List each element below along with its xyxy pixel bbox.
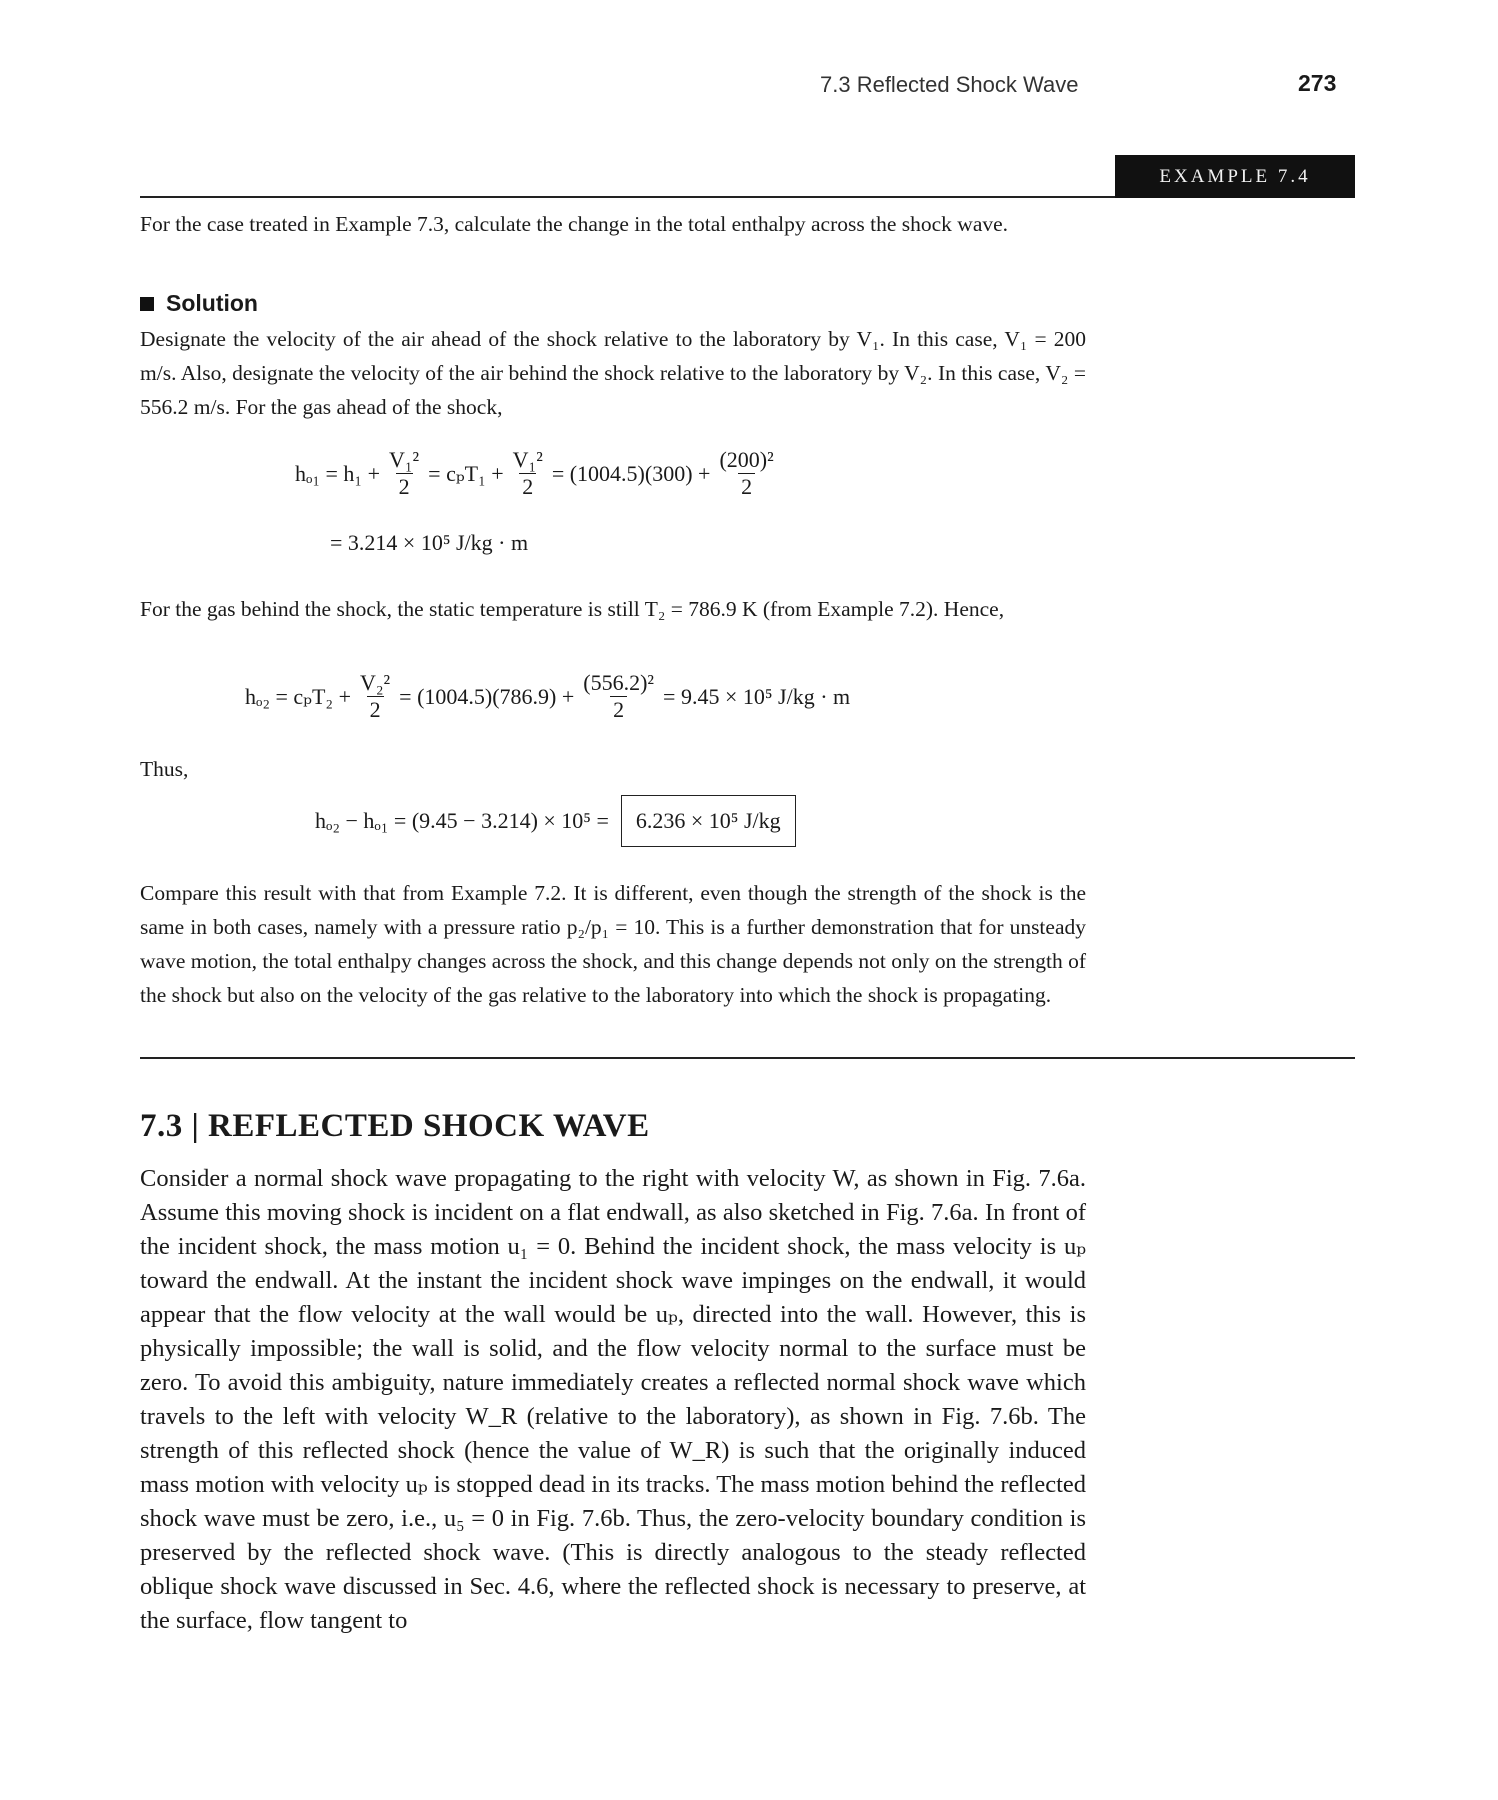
eq1-f3-num: (200)² — [719, 447, 774, 472]
eq1-mid2: = (1004.5)(300) + — [551, 460, 711, 486]
page-number: 273 — [1298, 70, 1337, 96]
equation-3 — [315, 795, 796, 847]
eq2-lhs: hₒ₂ = cₚT₂ + — [245, 683, 351, 709]
eq2-f2-num: (556.2)² — [583, 670, 655, 695]
solution-paragraph-3: Compare this result with that from Example 7.2. It is different, even though the strength of the shock is the same in both cases, namely with a pressure ratio p₂/p₁ = 10. This is a further demonstration that for unsteady wave motion, the total enthalpy changes across the shock, and this change depends not only on the strength of the shock but also on the velocity of the gas relative to the laboratory into which the shock is propagating. — [140, 881, 1086, 1007]
eq1-f1-num: V₁² — [389, 447, 420, 472]
problem-statement: For the case treated in Example 7.3, calculate the change in the total enthalpy across the shock wave. — [140, 212, 1009, 236]
eq1-f2-den: 2 — [519, 473, 536, 500]
equation-1 — [295, 447, 783, 500]
solution-heading-text: Solution — [166, 290, 258, 316]
solution-paragraph-2: For the gas behind the shock, the static temperature is still T₂ = 786.9 K (from Example 7.2). Hence, — [140, 597, 1005, 621]
section-body: Consider a normal shock wave propagating to the right with velocity W, as shown in Fig. 7.6a. Assume this moving shock is incident on a flat endwall, as also sketched in Fig. 7.6a. In front of the incident shock, the mass motion u₁ = 0. Behind the incident shock, the mass velocity is uₚ toward the endwall. At the instant the incident shock wave impinges on the endwall, it would appear that the flow velocity at the wall would be uₚ, directed into the wall. However, this is physically impossible; the wall is solid, and the flow velocity normal to the surface must be zero. To avoid this ambiguity, nature immediately creates a reflected normal shock wave which travels to the left with velocity W_R (relative to the laboratory), as shown in Fig. 7.6b. The strength of this reflected shock (hence the value of W_R) is such that the originally induced mass motion with velocity uₚ is stopped dead in its tracks. The mass motion behind the reflected shock wave must be zero, i.e., u₅ = 0 in Fig. 7.6b. Thus, the zero-velocity boundary condition is preserved by the reflected shock wave. (This is directly analogous to the steady reflected oblique shock wave discussed in Sec. 4.6, where the reflected shock is necessary to preserve, at the surface, flow tangent to — [140, 1165, 1086, 1634]
example-bottom-rule — [140, 1057, 1355, 1059]
boxed-result: 6.236 × 10⁵ J/kg — [621, 795, 796, 847]
eq1-f3-den: 2 — [738, 473, 755, 500]
equation-1-result: = 3.214 × 10⁵ J/kg · m — [330, 530, 529, 555]
eq2-fraction-1 — [357, 670, 393, 723]
eq2-f2-den: 2 — [610, 696, 627, 723]
eq1-fraction-2 — [510, 447, 546, 500]
eq2-fraction-2 — [580, 670, 657, 723]
example-badge: EXAMPLE 7.4 — [1115, 155, 1355, 198]
eq2-mid: = (1004.5)(786.9) + — [399, 683, 575, 709]
eq1-f1-den: 2 — [396, 473, 413, 500]
square-bullet-icon — [140, 297, 154, 311]
solution-heading — [140, 290, 258, 317]
example-top-rule — [140, 196, 1115, 198]
equation-2 — [245, 670, 850, 723]
eq2-rhs: = 9.45 × 10⁵ J/kg · m — [663, 683, 851, 709]
eq3-lhs: hₒ₂ − hₒ₁ = (9.45 − 3.214) × 10⁵ = — [315, 808, 609, 833]
eq1-mid: = cₚT₁ + — [428, 460, 504, 486]
solution-paragraph-1: Designate the velocity of the air ahead of the shock relative to the laboratory by V₁. In this case, V₁ = 200 m/s. Also, designate the velocity of the air behind the shock relative to the laboratory by V₂. In this case, V₂ = 556.2 m/s. For the gas ahead of the shock, — [140, 327, 1086, 419]
running-header: 7.3 Reflected Shock Wave — [820, 72, 1079, 97]
eq1-fraction-3 — [716, 447, 776, 500]
eq1-f2-num: V₁² — [512, 447, 543, 472]
eq1-fraction-1 — [386, 447, 422, 500]
eq2-f1-num: V₂² — [360, 670, 391, 695]
eq1-lhs: hₒ₁ = h₁ + — [295, 460, 380, 486]
thus-label: Thus, — [140, 757, 189, 781]
eq2-f1-den: 2 — [367, 696, 384, 723]
section-heading: 7.3 | REFLECTED SHOCK WAVE — [140, 1108, 650, 1144]
